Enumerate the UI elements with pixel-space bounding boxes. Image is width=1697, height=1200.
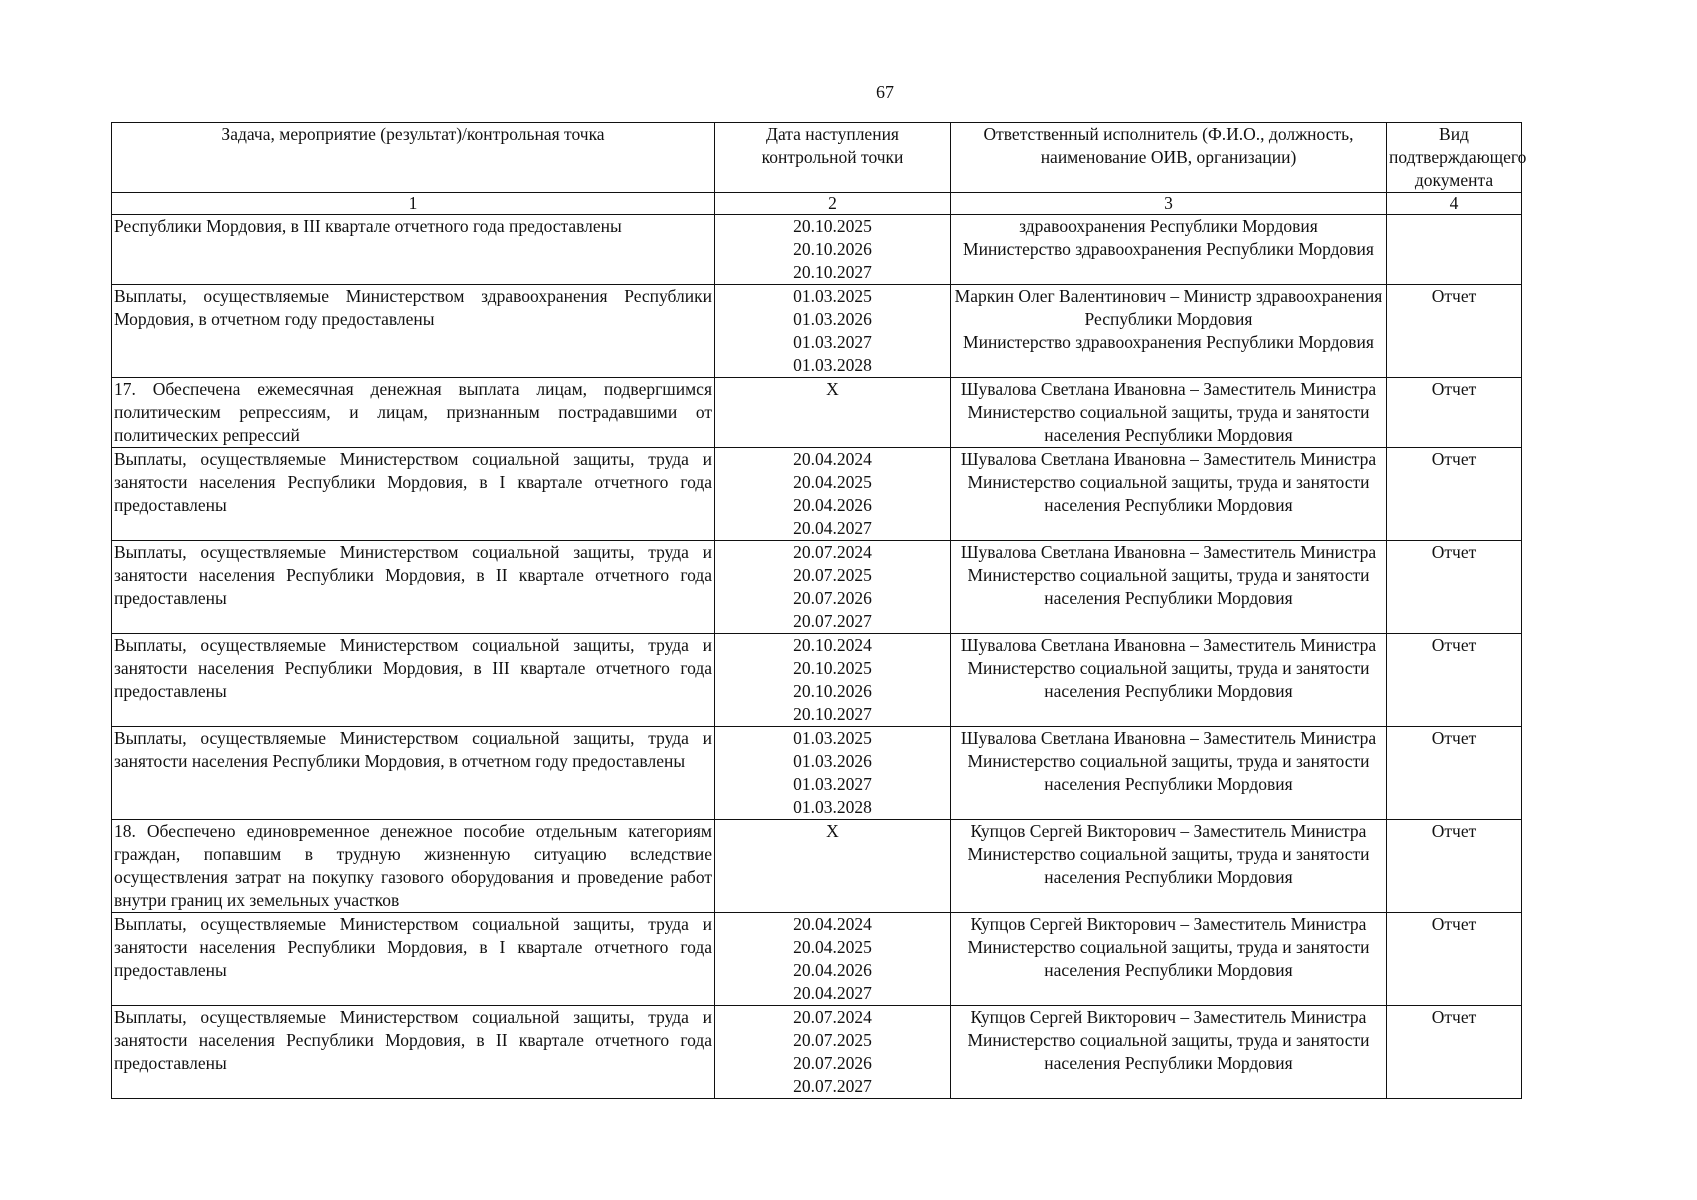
executor-cell: [951, 634, 1387, 727]
document-type-cell: [1387, 215, 1522, 285]
control-date: 20.07.2024: [793, 1007, 872, 1027]
table-row: [112, 448, 1522, 541]
table-body: [112, 215, 1522, 1099]
date-cell: [715, 634, 951, 727]
date-cell: [715, 448, 951, 541]
control-date: 20.10.2025: [793, 216, 872, 236]
table-row: [112, 727, 1522, 820]
table-row: [112, 215, 1522, 285]
document-type-cell: Отчет: [1387, 634, 1522, 727]
executor-person: Шувалова Светлана Ивановна – Заместитель Министра: [960, 542, 1377, 562]
header-document: Вид подтверждающего документа: [1387, 123, 1522, 193]
executor-person: Шувалова Светлана Ивановна – Заместитель Министра: [960, 728, 1377, 748]
table-row: [112, 285, 1522, 378]
task-cell: Выплаты, осуществляемые Министерством социальной защиты, труда и занятости населения Республики Мордовия, в III квартале отчетного года предоставлены: [112, 634, 715, 727]
document-type-cell: Отчет: [1387, 541, 1522, 634]
control-date: 20.07.2025: [793, 565, 872, 585]
control-date: 20.04.2026: [793, 960, 872, 980]
executor-person: Купцов Сергей Викторович – Заместитель Министра: [970, 914, 1367, 934]
executor-cell: [951, 820, 1387, 913]
date-cell: [715, 820, 951, 913]
date-cell: [715, 1006, 951, 1099]
control-date: 01.03.2025: [793, 728, 872, 748]
control-date: 01.03.2026: [793, 751, 872, 771]
executor-organization: Министерство социальной защиты, труда и занятости населения Республики Мордовия: [967, 472, 1370, 515]
executor-person: Шувалова Светлана Ивановна – Заместитель Министра: [960, 449, 1377, 469]
control-date: 20.10.2026: [793, 681, 872, 701]
task-cell: 18. Обеспечено единовременное денежное пособие отдельным категориям граждан, попавшим в трудную жизненную ситуацию вследствие осуществления затрат на покупку газового оборудования и проведение работ внутри границ их земельных участков: [112, 820, 715, 913]
control-date: 01.03.2026: [793, 309, 872, 329]
executor-cell: [951, 448, 1387, 541]
control-date: 20.10.2027: [793, 262, 872, 282]
executor-organization: Министерство здравоохранения Республики Мордовия: [963, 332, 1374, 352]
date-cell: [715, 215, 951, 285]
control-date: 01.03.2025: [793, 286, 872, 306]
document-type-cell: Отчет: [1387, 285, 1522, 378]
control-date: 20.10.2027: [793, 704, 872, 724]
column-number: 4: [1387, 193, 1522, 215]
executor-cell: [951, 215, 1387, 285]
table-row: [112, 541, 1522, 634]
column-number: 1: [112, 193, 715, 215]
date-cell: [715, 285, 951, 378]
task-cell: Выплаты, осуществляемые Министерством социальной защиты, труда и занятости населения Республики Мордовия, в отчетном году предоставлены: [112, 727, 715, 820]
executor-organization: Министерство социальной защиты, труда и занятости населения Республики Мордовия: [967, 658, 1370, 701]
document-type-cell: Отчет: [1387, 820, 1522, 913]
control-date: 01.03.2027: [793, 332, 872, 352]
table-row: [112, 1006, 1522, 1099]
document-type-cell: Отчет: [1387, 378, 1522, 448]
executor-organization: Министерство социальной защиты, труда и занятости населения Республики Мордовия: [967, 565, 1370, 608]
page-number: 67: [876, 82, 894, 102]
document-type-cell: Отчет: [1387, 913, 1522, 1006]
control-date: 20.10.2026: [793, 239, 872, 259]
document-type-cell: Отчет: [1387, 1006, 1522, 1099]
executor-person: Купцов Сергей Викторович – Заместитель Министра: [970, 821, 1367, 841]
control-date: 20.04.2024: [793, 914, 872, 934]
task-cell: Выплаты, осуществляемые Министерством социальной защиты, труда и занятости населения Республики Мордовия, в I квартале отчетного года предоставлены: [112, 913, 715, 1006]
table-row: [112, 634, 1522, 727]
control-date: Х: [826, 379, 839, 399]
executor-organization: Министерство здравоохранения Республики Мордовия: [963, 239, 1374, 259]
control-date: 20.10.2024: [793, 635, 872, 655]
task-cell: Выплаты, осуществляемые Министерством социальной защиты, труда и занятости населения Республики Мордовия, в I квартале отчетного года предоставлены: [112, 448, 715, 541]
table-row: [112, 820, 1522, 913]
control-date: Х: [826, 821, 839, 841]
executor-cell: [951, 727, 1387, 820]
control-date: 20.04.2025: [793, 472, 872, 492]
executor-person: Купцов Сергей Викторович – Заместитель Министра: [970, 1007, 1367, 1027]
control-date: 01.03.2028: [793, 355, 872, 375]
control-date: 20.04.2027: [793, 518, 872, 538]
executor-person: Маркин Олег Валентинович – Министр здравоохранения Республики Мордовия: [954, 286, 1383, 329]
executor-organization: Министерство социальной защиты, труда и занятости населения Республики Мордовия: [967, 751, 1370, 794]
date-cell: [715, 727, 951, 820]
task-cell: Республики Мордовия, в III квартале отчетного года предоставлены: [112, 215, 715, 285]
column-numbers-row: [112, 193, 1522, 215]
control-date: 20.07.2026: [793, 588, 872, 608]
column-number: 2: [715, 193, 951, 215]
control-date: 01.03.2027: [793, 774, 872, 794]
executor-organization: Министерство социальной защиты, труда и занятости населения Республики Мордовия: [967, 1030, 1370, 1073]
document-type-cell: Отчет: [1387, 727, 1522, 820]
task-cell: Выплаты, осуществляемые Министерством социальной защиты, труда и занятости населения Республики Мордовия, в II квартале отчетного года предоставлены: [112, 1006, 715, 1099]
executor-cell: [951, 285, 1387, 378]
executor-organization: Министерство социальной защиты, труда и занятости населения Республики Мордовия: [967, 402, 1370, 445]
table-row: [112, 913, 1522, 1006]
control-date: 20.04.2027: [793, 983, 872, 1003]
table-header: [112, 123, 1527, 215]
table-row: [112, 378, 1522, 448]
date-cell: [715, 541, 951, 634]
executor-person: Шувалова Светлана Ивановна – Заместитель Министра: [960, 635, 1377, 655]
control-date: 20.04.2024: [793, 449, 872, 469]
executor-cell: [951, 1006, 1387, 1099]
date-cell: [715, 913, 951, 1006]
control-date: 20.07.2024: [793, 542, 872, 562]
control-date: 20.07.2025: [793, 1030, 872, 1050]
control-date: 20.07.2027: [793, 1076, 872, 1096]
control-date: 20.10.2025: [793, 658, 872, 678]
control-date: 20.07.2026: [793, 1053, 872, 1073]
executor-person: здравоохранения Республики Мордовия: [1019, 216, 1318, 236]
control-points-table: [111, 122, 1527, 1099]
executor-cell: [951, 541, 1387, 634]
executor-organization: Министерство социальной защиты, труда и занятости населения Республики Мордовия: [967, 937, 1370, 980]
document-type-cell: Отчет: [1387, 448, 1522, 541]
executor-cell: [951, 378, 1387, 448]
control-date: 20.07.2027: [793, 611, 872, 631]
task-cell: 17. Обеспечена ежемесячная денежная выплата лицам, подвергшимся политическим репрессиям, и лицам, признанным пострадавшими от политических репрессий: [112, 378, 715, 448]
header-executor: Ответственный исполнитель (Ф.И.О., должность, наименование ОИВ, организации): [951, 123, 1387, 193]
header-row: [112, 123, 1522, 193]
executor-person: Шувалова Светлана Ивановна – Заместитель Министра: [960, 379, 1377, 399]
control-date: 20.04.2025: [793, 937, 872, 957]
header-task: Задача, мероприятие (результат)/контрольная точка: [112, 123, 715, 193]
control-date: 20.04.2026: [793, 495, 872, 515]
column-number: 3: [951, 193, 1387, 215]
date-cell: [715, 378, 951, 448]
header-date: Дата наступления контрольной точки: [715, 123, 951, 193]
executor-organization: Министерство социальной защиты, труда и занятости населения Республики Мордовия: [967, 844, 1370, 887]
task-cell: Выплаты, осуществляемые Министерством здравоохранения Республики Мордовия, в отчетном году предоставлены: [112, 285, 715, 378]
control-date: 01.03.2028: [793, 797, 872, 817]
executor-cell: [951, 913, 1387, 1006]
task-cell: Выплаты, осуществляемые Министерством социальной защиты, труда и занятости населения Республики Мордовия, в II квартале отчетного года предоставлены: [112, 541, 715, 634]
